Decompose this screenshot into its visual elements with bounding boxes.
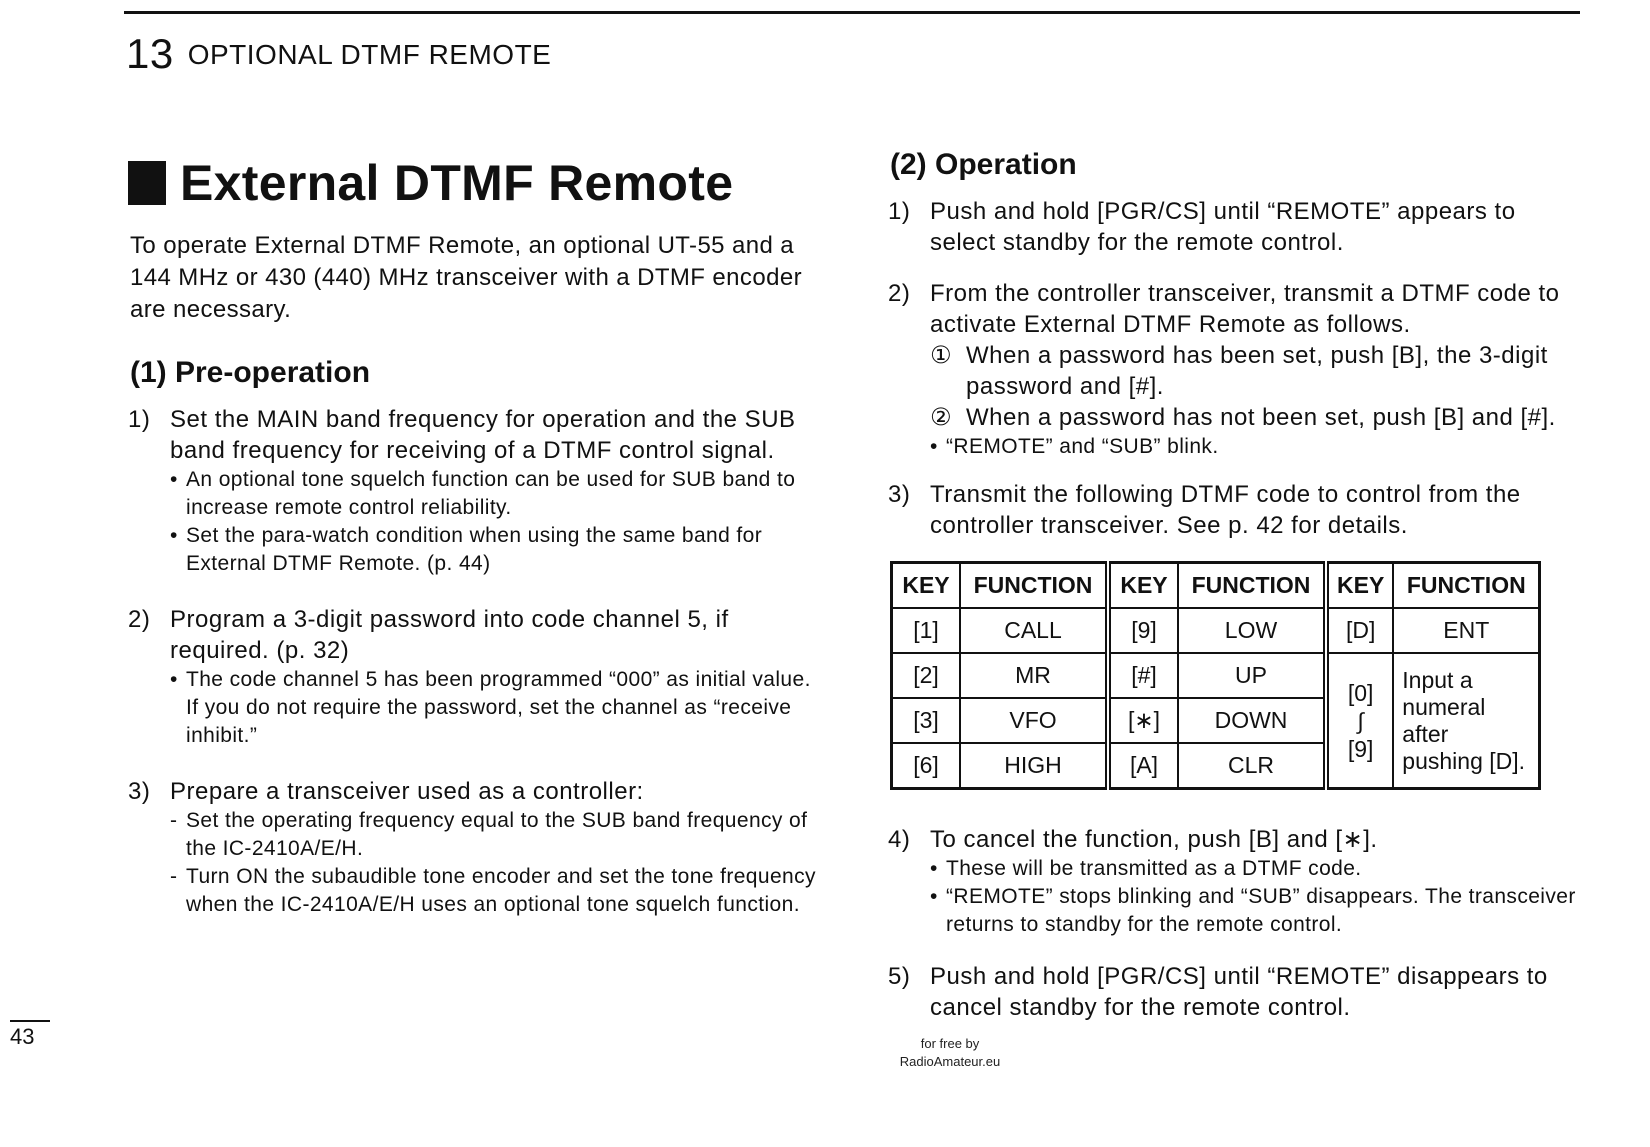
range-key-cell: [0] ∫ [9] xyxy=(1326,653,1393,789)
op-step-2: 2) From the controller transceiver, transmit a DTMF code to activate External DTMF Remote as follows. xyxy=(888,280,1560,338)
table-row: [3] VFO [∗] DOWN xyxy=(892,698,1540,743)
pre-step-1-note-1: • An optional tone squelch function can be used for SUB band to increase remote control reliability. xyxy=(170,468,796,519)
step-text: Program a 3-digit password into code channel 5, if required. (p. 32) xyxy=(170,606,729,664)
left-column xyxy=(128,150,828,919)
top-rule xyxy=(124,11,1580,14)
table-row: [2] MR [#] UP [0] ∫ [9] Input a numeral after pushing [D]. xyxy=(892,653,1540,698)
table-header-row: KEY FUNCTION KEY FUNCTION KEY FUNCTION xyxy=(892,563,1540,609)
step-number: 1) xyxy=(128,406,151,433)
chapter-title: OPTIONAL DTMF REMOTE xyxy=(187,39,552,70)
chapter-header xyxy=(126,30,551,78)
op-step-3: 3) Transmit the following DTMF code to control from the controller transceiver. See p. 42 for details. xyxy=(888,481,1521,539)
pre-step-1 xyxy=(128,404,828,466)
step-number: 2) xyxy=(128,606,151,633)
page-title-text: External DTMF Remote xyxy=(180,155,734,211)
op-step-2-sub-1: ① When a password has been set, push [B], the 3-digit password and [#]. xyxy=(930,342,1548,400)
pre-step-2 xyxy=(128,604,828,666)
operation-heading: (2) Operation xyxy=(890,148,1077,181)
pre-step-2-note-1: • The code channel 5 has been programmed “000” as initial value. If you do not require the password, set the channel as “receive inhibit.” xyxy=(170,668,811,747)
op-step-4-note-1: • These will be transmitted as a DTMF code. xyxy=(930,857,1362,880)
page-number: 43 xyxy=(10,1020,50,1050)
step-text: Set the MAIN band frequency for operation and the SUB band frequency for receiving of a DTMF control signal. xyxy=(170,406,796,464)
dtmf-key-table xyxy=(890,561,1541,790)
step-number: 3) xyxy=(128,778,151,805)
credit-footer: for free by RadioAmateur.eu xyxy=(899,1036,1001,1069)
pre-operation-heading: (1) Pre-operation xyxy=(130,356,371,389)
pre-step-1-note-2: • Set the para-watch condition when using the same band for External DTMF Remote. (p. 44) xyxy=(170,524,763,575)
pre-step-3-note-2: - Turn ON the subaudible tone encoder and set the tone frequency when the IC-2410A/E/H uses an optional tone squelch function. xyxy=(170,865,816,916)
op-step-4-note-2: • “REMOTE” stops blinking and “SUB” disappears. The transceiver returns to standby for the remote control. xyxy=(930,885,1576,936)
step-text: Prepare a transceiver used as a controller: xyxy=(170,778,644,805)
square-bullet-icon xyxy=(128,161,166,205)
right-column xyxy=(888,148,1578,1023)
table-row: [6] HIGH [A] CLR xyxy=(892,743,1540,789)
op-step-2-note: • “REMOTE” and “SUB” blink. xyxy=(930,435,1219,458)
op-step-4: 4) To cancel the function, push [B] and [∗]. xyxy=(888,826,1378,853)
table-row: [1] CALL [9] LOW [D] ENT xyxy=(892,608,1540,653)
op-step-5: 5) Push and hold [PGR/CS] until “REMOTE” disappears to cancel standby for the remote control. xyxy=(888,963,1548,1021)
pre-step-3-note-1: - Set the operating frequency equal to the SUB band frequency of the IC-2410A/E/H. xyxy=(170,809,808,860)
chapter-number: 13 xyxy=(126,30,174,77)
intro-paragraph: To operate External DTMF Remote, an optional UT-55 and a 144 MHz or 430 (440) MHz transceiver with a DTMF encoder are necessary. xyxy=(130,232,802,323)
op-step-1: 1) Push and hold [PGR/CS] until “REMOTE” appears to select standby for the remote control. xyxy=(888,198,1516,256)
pre-step-3 xyxy=(128,776,828,807)
op-step-2-sub-2: ② When a password has not been set, push [B] and [#]. xyxy=(930,404,1556,431)
page-title xyxy=(128,154,828,212)
range-function-cell: Input a numeral after pushing [D]. xyxy=(1393,653,1540,789)
